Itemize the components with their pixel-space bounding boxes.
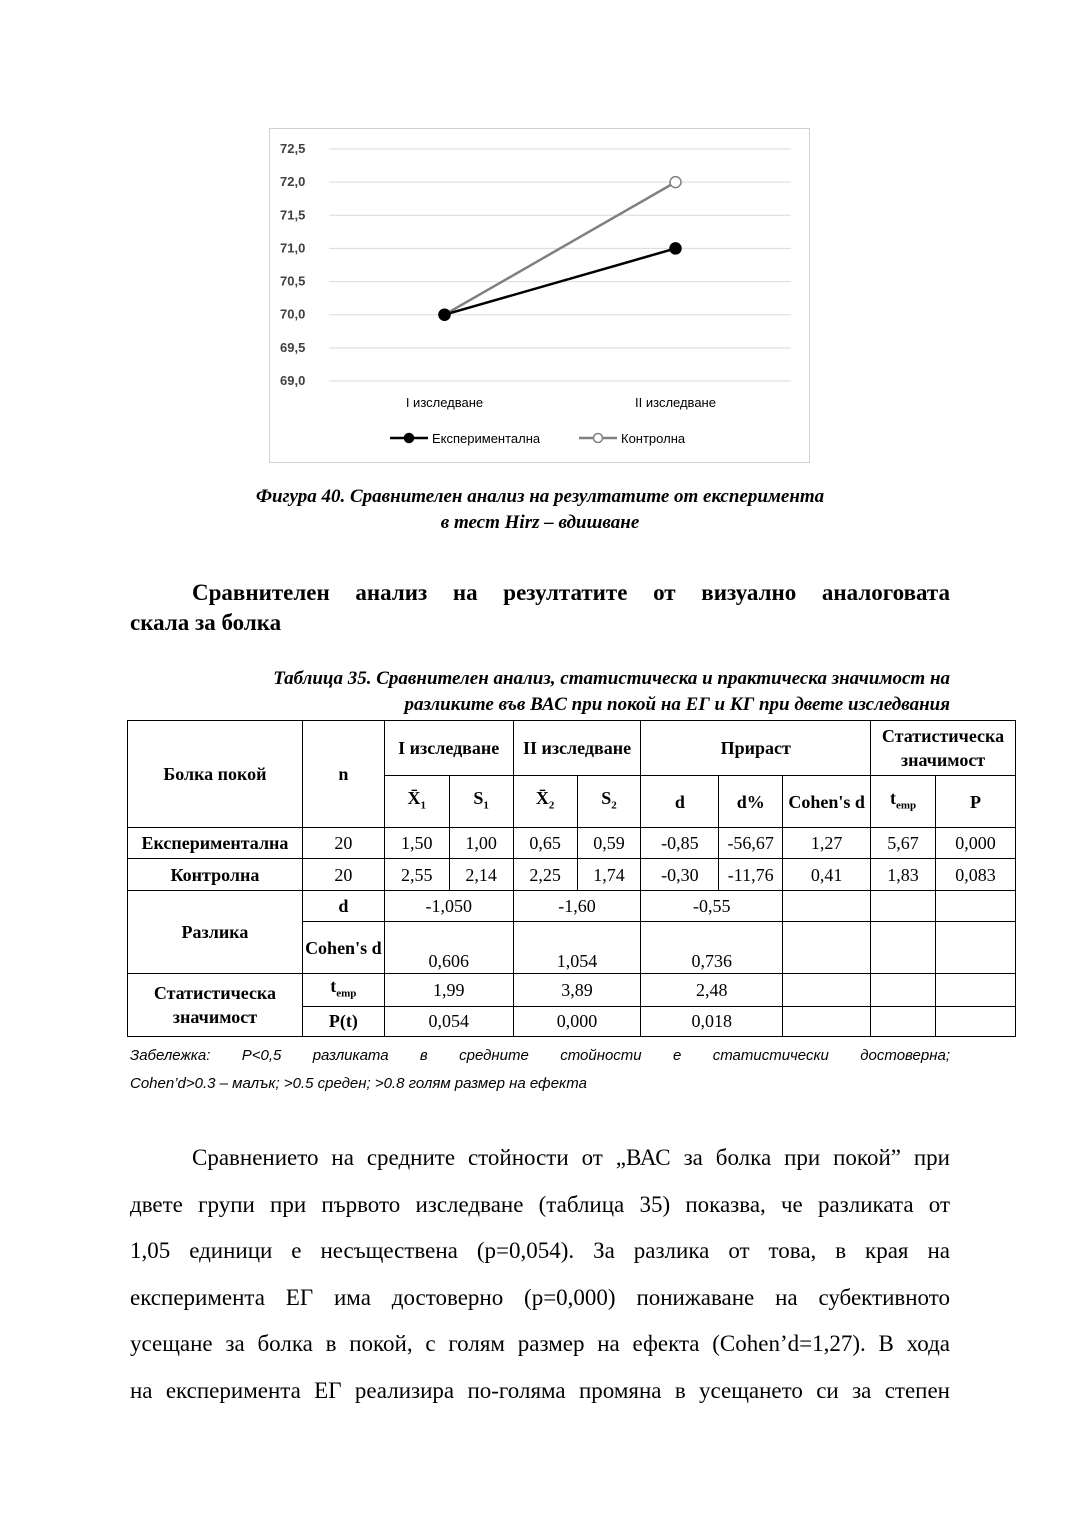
empty-cell: [783, 922, 871, 974]
empty-cell: [871, 1006, 936, 1036]
empty-cell: [783, 1006, 871, 1036]
cell-x1: 2,55: [384, 859, 449, 891]
difference-cohen-study2: 1,054: [513, 922, 641, 974]
data-point: [670, 243, 681, 254]
body-line-3: 1,05 единици е несъществена (p=0,054). За разлика от това, в края на: [130, 1238, 950, 1263]
empty-cell: [783, 974, 871, 1007]
section-heading-line-1: Сравнителен анализ на резултатите от визуално аналоговата: [192, 580, 950, 605]
difference-cohen-study1: 0,606: [384, 922, 513, 974]
x-category-label: I изследване: [405, 395, 484, 410]
significance-t-row: [128, 974, 1016, 1007]
x-category-label: II изследване: [635, 395, 716, 410]
header-cohens: Cohen's d: [783, 776, 871, 828]
row-label: Експериментална: [128, 828, 303, 859]
cell-temp: 5,67: [871, 828, 936, 859]
legend-label: Контролна: [621, 431, 686, 446]
header-s2: [577, 776, 641, 828]
cell-cohen: 1,27: [783, 828, 871, 859]
cell-n: 20: [302, 828, 384, 859]
header-x1-sub: 1: [420, 799, 426, 812]
body-line-5: усещане за болка в покой, с голям размер на ефекта (Cohen’d=1,27). В хода: [130, 1331, 950, 1356]
figure-caption-line-1: Фигура 40. Сравнителен анализ на резултатите от експеримента: [255, 486, 825, 507]
cell-s1: 2,14: [449, 859, 513, 891]
significance-p-study1: 0,054: [384, 1006, 513, 1036]
y-tick-label: 70,0: [280, 306, 306, 322]
empty-cell: [936, 974, 1016, 1007]
header-n: n: [302, 721, 384, 828]
cell-s1: 1,00: [449, 828, 513, 859]
table-row: [128, 859, 1016, 891]
table-note: [130, 1042, 950, 1098]
table-caption-line-2: разликите във ВАС при покой на ЕГ и КГ при двете изследвания: [404, 694, 950, 715]
header-temp: [871, 776, 936, 828]
difference-d-study1: -1,050: [384, 891, 513, 922]
y-tick-label: 69,0: [280, 373, 306, 388]
cell-s2: 1,74: [577, 859, 641, 891]
cell-p: 0,083: [936, 859, 1016, 891]
header-d: d: [641, 776, 719, 828]
y-tick-label: 72,5: [280, 141, 306, 156]
note-line-1: Забележка: P<0,5 разликата в средните стойности е статистически достоверна;: [130, 1047, 950, 1064]
y-tick-label: 71,5: [280, 207, 306, 223]
header-study-2: II изследване: [513, 721, 641, 776]
cell-d: -0,30: [641, 859, 719, 891]
header-x1: [384, 776, 449, 828]
cell-dpct: -56,67: [719, 828, 783, 859]
empty-cell: [871, 974, 936, 1007]
body-line-4: експеримента ЕГ има достоверно (p=0,000) понижаване на субективното: [130, 1284, 950, 1310]
significance-p-study2: 0,000: [513, 1006, 641, 1036]
section-heading-line-2: скала за болка: [130, 610, 282, 635]
legend-marker: [594, 434, 603, 443]
header-temp-sub: emp: [895, 799, 917, 812]
difference-d-label: d: [302, 891, 384, 922]
table-35: [127, 720, 1016, 1037]
empty-cell: [936, 922, 1016, 974]
difference-label: Разлика: [128, 891, 303, 974]
body-line-1: Сравнението на средните стойности от „ВАС за болка при покой” при: [192, 1145, 950, 1170]
significance-label: Статистическа значимост: [128, 974, 303, 1037]
line-chart: [269, 128, 810, 463]
legend-label: Експериментална: [432, 431, 541, 446]
significance-t-gain: 2,48: [641, 974, 783, 1007]
empty-cell: [936, 891, 1016, 922]
empty-cell: [783, 891, 871, 922]
header-x2-sub: 2: [548, 799, 555, 812]
header-x2: [513, 776, 577, 828]
cell-s2: 0,59: [577, 828, 641, 859]
body-line-2: двете групи при първото изследване (таблица 35) показва, че разликата от: [130, 1191, 950, 1217]
figure-caption-line-2: в тест Hirz – вдишване: [440, 512, 640, 533]
cell-d: -0,85: [641, 828, 719, 859]
figure-caption: [130, 484, 950, 536]
header-x1-text: X̄: [407, 787, 421, 808]
row-label: Контролна: [128, 859, 303, 891]
table-caption-line-1: Таблица 35. Сравнителен анализ, статистическа и практическа значимост на: [273, 668, 950, 689]
table-caption: [130, 666, 950, 718]
significance-t-label: [302, 974, 384, 1007]
header-s2-text: S: [601, 787, 612, 808]
cell-x2: 0,65: [513, 828, 577, 859]
empty-cell: [871, 891, 936, 922]
body-paragraph: [130, 1135, 950, 1414]
cell-temp: 1,83: [871, 859, 936, 891]
header-s1-text: S: [473, 787, 484, 808]
cell-x2: 2,25: [513, 859, 577, 891]
note-line-2: Cohen’d>0.3 – малък; >0.5 среден; >0.8 голям размер на ефекта: [130, 1075, 587, 1092]
header-p: P: [936, 776, 1016, 828]
data-point: [670, 177, 681, 188]
difference-d-gain: -0,55: [641, 891, 783, 922]
y-tick-label: 70,5: [280, 273, 306, 289]
header-x2-text: X̄: [535, 787, 549, 808]
y-tick-label: 69,5: [280, 339, 306, 355]
data-point: [439, 309, 450, 320]
table-row: [128, 828, 1016, 859]
empty-cell: [871, 922, 936, 974]
difference-d-study2: -1,60: [513, 891, 641, 922]
header-s2-sub: 2: [611, 799, 617, 812]
cell-p: 0,000: [936, 828, 1016, 859]
significance-t-study1: 1,99: [384, 974, 513, 1007]
header-s1: [449, 776, 513, 828]
cell-cohen: 0,41: [783, 859, 871, 891]
table-header-row-1: [128, 721, 1016, 776]
header-row-label: Болка покой: [128, 721, 303, 828]
header-stat-sig: Статистическа значимост: [871, 721, 1016, 776]
difference-d-row: [128, 891, 1016, 922]
body-line-6: на експеримента ЕГ реализира по-голяма промяна в усещането си за степен: [130, 1377, 950, 1403]
header-gain: Прираст: [641, 721, 871, 776]
legend-marker: [405, 434, 414, 443]
significance-t-text: t: [330, 976, 337, 996]
header-dpct: d%: [719, 776, 783, 828]
empty-cell: [936, 1006, 1016, 1036]
header-s1-sub: 1: [483, 799, 489, 812]
header-temp-text: t: [889, 787, 896, 808]
cell-dpct: -11,76: [719, 859, 783, 891]
significance-p-label: P(t): [302, 1006, 384, 1036]
cell-x1: 1,50: [384, 828, 449, 859]
significance-t-sub: emp: [336, 987, 357, 1000]
chart-canvas: [270, 129, 811, 464]
header-study-1: I изследване: [384, 721, 513, 776]
difference-cohen-label: Cohen's d: [302, 922, 384, 974]
significance-p-gain: 0,018: [641, 1006, 783, 1036]
cell-n: 20: [302, 859, 384, 891]
y-tick-label: 72,0: [280, 174, 306, 190]
significance-t-study2: 3,89: [513, 974, 641, 1007]
y-tick-label: 71,0: [280, 240, 306, 256]
section-heading: [130, 578, 950, 638]
difference-cohen-gain: 0,736: [641, 922, 783, 974]
